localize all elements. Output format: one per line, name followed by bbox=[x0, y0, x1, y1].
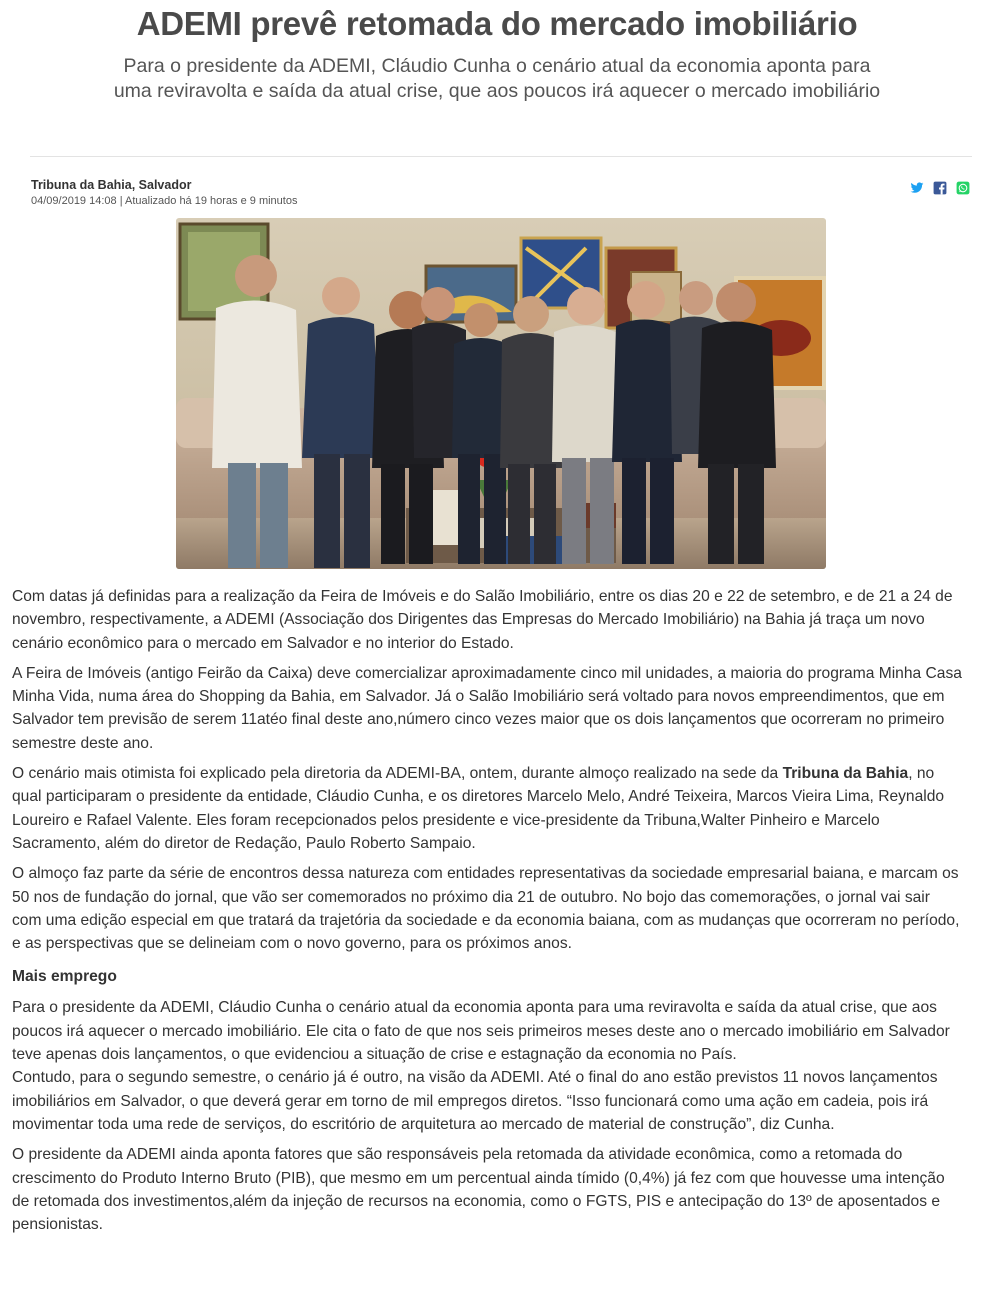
article-paragraph-1: Com datas já definidas para a realização da Feira de Imóveis e do Salão Imobiliário, entre os dias 20 e 22 de setembro, e de 21 a 24 de novembro, respectivamente, a ADEMI (Associação dos Dirigentes das Empresas do Mercado Imobiliário) na Bahia já traça um novo cenário econômico para o mercado em Salvador e no interior do Estado. bbox=[12, 588, 953, 652]
paragraph-3-text-end: , no qual participaram o presidente da entidade, Cláudio Cunha, e os diretores Marcelo Melo, André Teixeira, Marcos Vieira Lima, Reynaldo Loureiro e Rafael Valente. Eles foram recepcionados pelos presidente e vice-presidente da Tribuna,Walter Pinheiro e Marcelo Sacramento, além do diretor de Redação, Paulo Roberto Sampaio. bbox=[12, 765, 945, 852]
group-photo-illustration bbox=[176, 218, 826, 569]
share-buttons bbox=[910, 181, 970, 195]
article-subheading: Mais emprego bbox=[12, 968, 117, 986]
article-headline: ADEMI prevê retomada do mercado imobiliário bbox=[136, 5, 858, 42]
article-dateline bbox=[31, 194, 297, 208]
article-source: Tribuna da Bahia, Salvador bbox=[31, 178, 192, 192]
whatsapp-icon[interactable] bbox=[956, 181, 970, 195]
facebook-icon[interactable] bbox=[933, 181, 947, 195]
article-paragraph-3 bbox=[12, 762, 962, 855]
article-subheadline: Para o presidente da ADEMI, Cláudio Cunha o cenário atual da economia aponta para uma reviravolta e saída da atual crise, que aos poucos irá aquecer o mercado imobiliário bbox=[113, 55, 881, 102]
article-body bbox=[12, 585, 962, 1243]
article-paragraph-7: O presidente da ADEMI ainda aponta fatores que são responsáveis pela retomada da atividade econômica, como a retomada do crescimento do Produto Interno Bruto (PIB), que mesmo em um percentual ainda tímido (0,4%) já fez com que houvesse uma intenção de retomada dos investimentos,além da injeção de recursos na economia, como o FGTS, PIS e antecipação do 13º de aposentados e pensionistas. bbox=[12, 1146, 945, 1234]
updated-time: Atualizado há 19 horas e 9 minutos bbox=[125, 195, 298, 207]
publish-date: 04/09/2019 14:08 bbox=[31, 195, 117, 207]
header-divider bbox=[30, 156, 972, 157]
article-paragraph-6: Contudo, para o segundo semestre, o cenário já é outro, na visão da ADEMI. Até o final do ano estão previstos 11 novos lançamentos imobiliários em Salvador, o que deverá gerar em torno de mil empregos diretos. “Isso funcionará como uma ação em cadeia, pois irá movimentar toda uma rede de serviços, do escritório de arquitetura ao mercado de material de construção”, diz Cunha. bbox=[12, 1069, 938, 1133]
article-paragraph-4: O almoço faz parte da série de encontros dessa natureza com entidades representativas da sociedade empresarial baiana, e marcam os 50 nos de fundação do jornal, que vão ser comemorados no próximo dia 21 de outubro. No bojo das comemorações, o jornal vai sair com uma edição especial em que tratará da trajetória da sociedade e da economia baiana, com as mudanças que ocorreram no período, e as perspectivas que se delineiam com o novo governo, para os próximos anos. bbox=[12, 865, 960, 953]
byline bbox=[31, 178, 297, 208]
paragraph-3-text-start: O cenário mais otimista foi explicado pela diretoria da ADEMI-BA, ontem, durante almoço realizado na sede da bbox=[12, 765, 783, 783]
article-photo bbox=[176, 218, 826, 569]
article-paragraph-2: A Feira de Imóveis (antigo Feirão da Caixa) deve comercializar aproximadamente cinco mil unidades, a maioria do programa Minha Casa Minha Vida, numa área do Shopping da Bahia, em Salvador. Já o Salão Imobiliário será voltado para novos empreendimentos, que em Salvador tem previsão de serem 11atéo final deste ano,número cinco vezes maior que os dois lançamentos que ocorreram no primeiro semestre deste ano. bbox=[12, 664, 962, 752]
dateline-separator: | bbox=[116, 195, 126, 207]
twitter-icon[interactable] bbox=[910, 181, 924, 195]
article-paragraph-5: Para o presidente da ADEMI, Cláudio Cunha o cenário atual da economia aponta para uma reviravolta e saída da atual crise, que aos poucos irá aquecer o mercado imobiliário. Ele cita o fato de que nos seis primeiros meses deste ano o mercado imobiliário em Salvador teve apenas dois lançamentos, o que evidenciou a situação de crise e estagnação da economia no País. bbox=[12, 999, 950, 1064]
newspaper-name-bold: Tribuna da Bahia bbox=[782, 765, 909, 783]
